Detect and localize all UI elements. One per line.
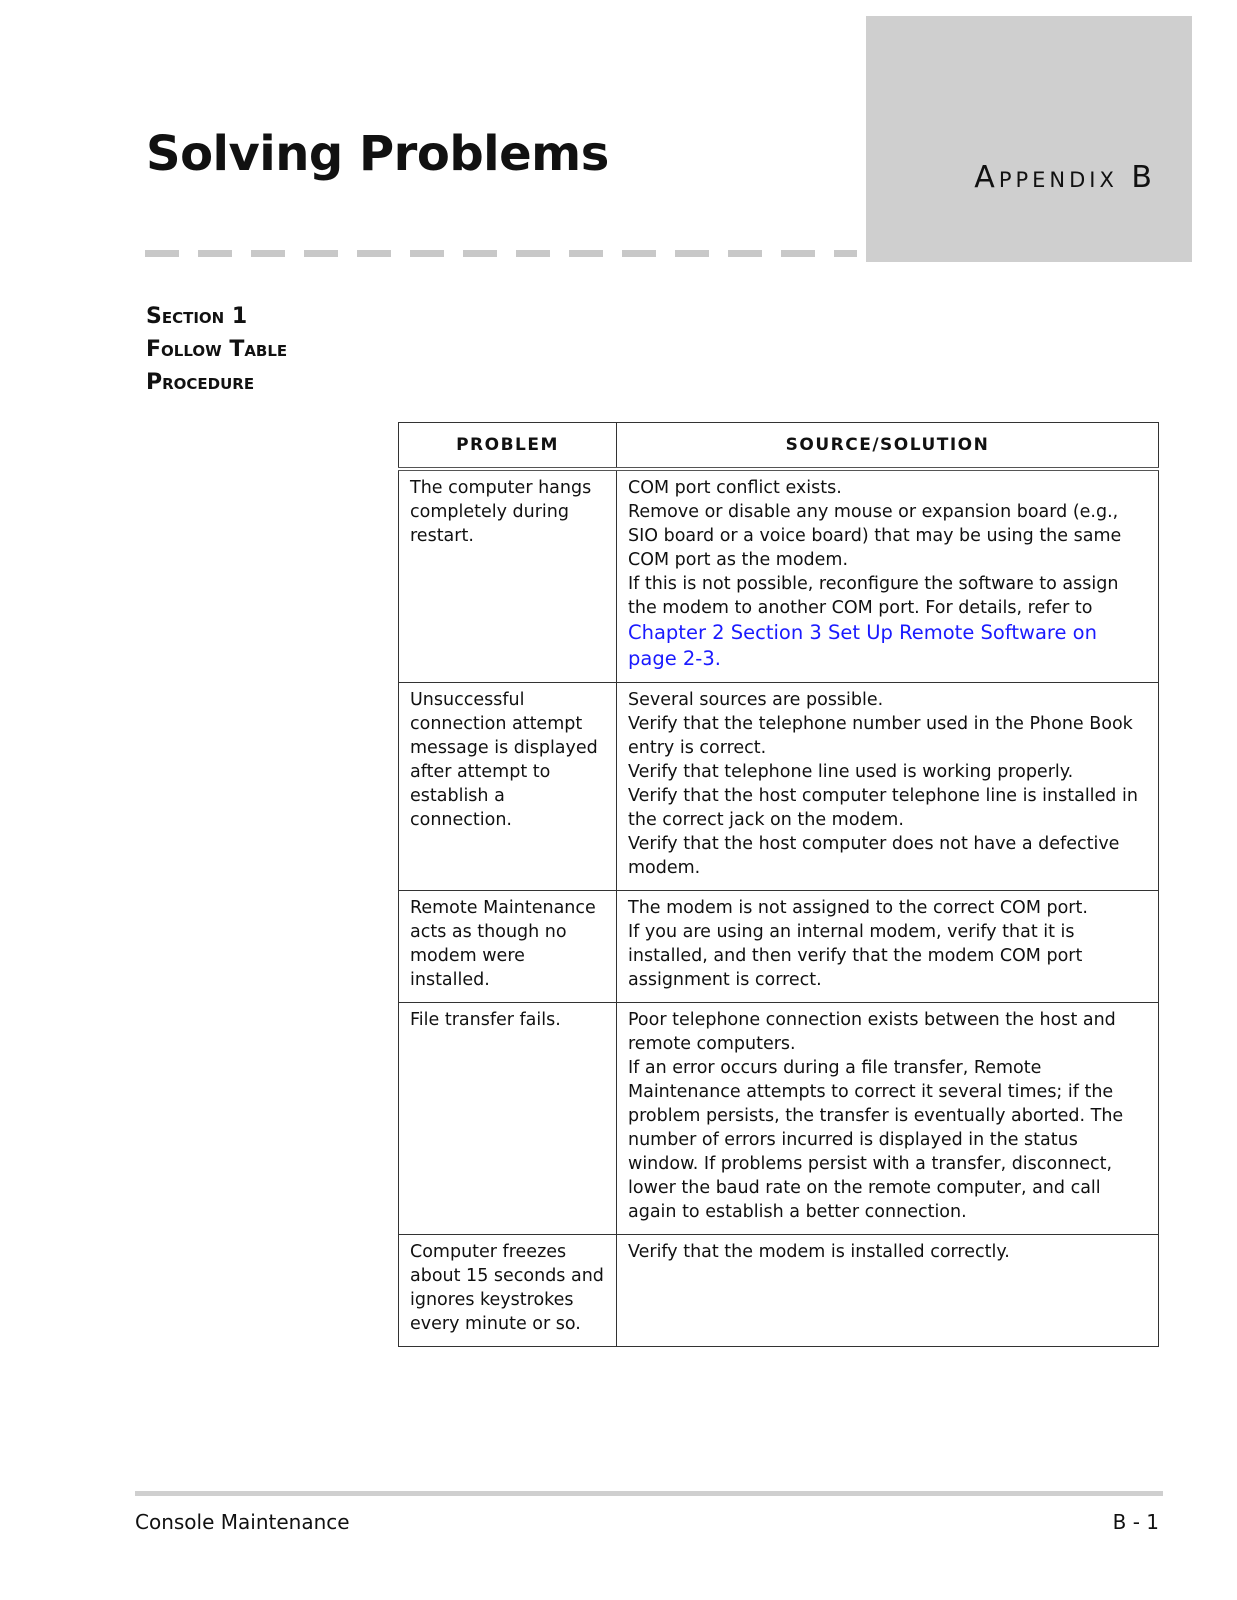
solution-line: Poor telephone connection exists between the host and remote computers. (628, 1010, 1116, 1054)
header-problem: PROBLEM (399, 423, 617, 470)
problem-cell: Unsuccessful connection attempt message is displayed after attempt to establish a connection. (399, 683, 617, 891)
problem-cell: File transfer fails. (399, 1003, 617, 1235)
troubleshooting-table (398, 422, 1159, 1347)
table-row (399, 1235, 1159, 1347)
table-row (399, 1003, 1159, 1235)
solution-cell (617, 891, 1159, 1003)
problem-cell: Remote Maintenance acts as though no modem were installed. (399, 891, 617, 1003)
header-solution: SOURCE/SOLUTION (617, 423, 1159, 470)
table-row (399, 683, 1159, 891)
solution-cell (617, 1235, 1159, 1347)
solution-cell (617, 683, 1159, 891)
appendix-tab (866, 16, 1192, 262)
dashed-divider (145, 250, 857, 257)
chapter-reference-link[interactable]: Chapter 2 Section 3 Set Up Remote Software on page 2-3. (628, 621, 1097, 670)
footer-document-title: Console Maintenance (135, 1510, 350, 1534)
page-number: B - 1 (1112, 1510, 1159, 1534)
solution-line: Verify that the telephone number used in the Phone Book entry is correct. (628, 714, 1133, 758)
section-heading-line-1: Section 1 (146, 304, 248, 329)
footer-divider (135, 1491, 1163, 1496)
solution-line: Verify that telephone line used is working properly. (628, 762, 1074, 782)
table-row (399, 469, 1159, 683)
solution-cell (617, 1003, 1159, 1235)
solution-line: Remove or disable any mouse or expansion board (e.g., SIO board or a voice board) that may be using the same COM port as the modem. (628, 502, 1122, 570)
section-heading (146, 300, 287, 399)
solution-line: If this is not possible, reconfigure the software to assign the modem to another COM port. For details, refer to (628, 574, 1119, 618)
solution-line: Verify that the host computer does not have a defective modem. (628, 834, 1120, 878)
solution-line: Several sources are possible. (628, 690, 884, 710)
solution-cell (617, 469, 1159, 683)
section-heading-line-3: Procedure (146, 370, 255, 395)
appendix-label: Appendix B (974, 160, 1156, 195)
table-row (399, 891, 1159, 1003)
problem-cell: The computer hangs completely during restart. (399, 469, 617, 683)
solution-line: If an error occurs during a file transfer, Remote Maintenance attempts to correct it several times; if the problem persists, the transfer is eventually aborted. The number of errors incurred is displayed in the status window. If problems persist with a transfer, disconnect, lower the baud rate on the remote computer, and call again to establish a better connection. (628, 1058, 1124, 1222)
page-title: Solving Problems (146, 126, 609, 182)
problem-cell: Computer freezes about 15 seconds and ignores keystrokes every minute or so. (399, 1235, 617, 1347)
section-heading-line-2: Follow Table (146, 337, 288, 362)
solution-line: If you are using an internal modem, verify that it is installed, and then verify that the modem COM port assignment is correct. (628, 922, 1083, 990)
solution-line: Verify that the modem is installed correctly. (628, 1242, 1010, 1262)
solution-line: The modem is not assigned to the correct COM port. (628, 898, 1088, 918)
table-header-row (399, 423, 1159, 470)
solution-line: COM port conflict exists. (628, 478, 842, 498)
solution-line: Verify that the host computer telephone line is installed in the correct jack on the modem. (628, 786, 1138, 830)
